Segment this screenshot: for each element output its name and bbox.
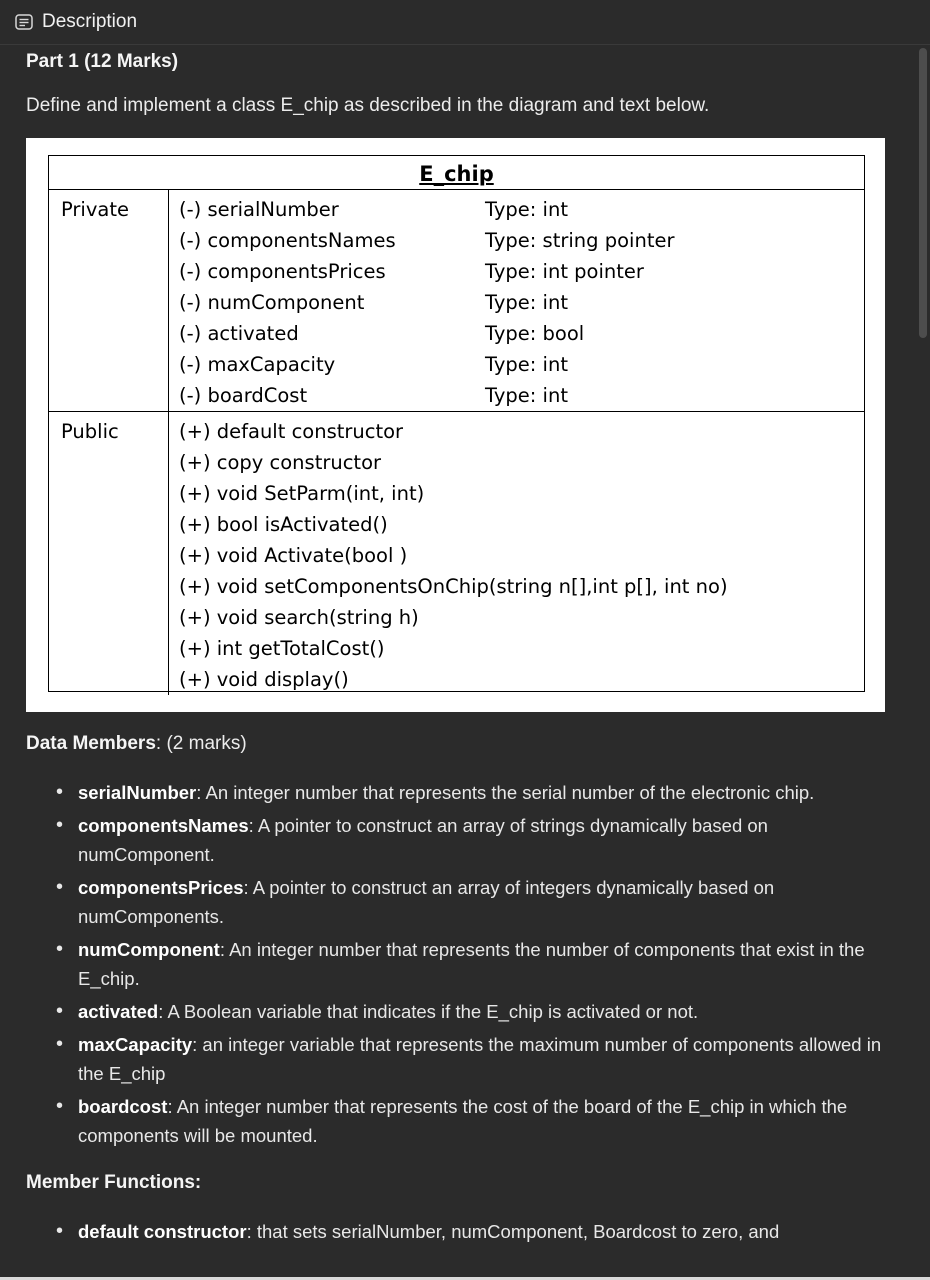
uml-private-label: Private [49, 190, 169, 411]
uml-public-row [179, 478, 864, 509]
uml-member-name: (-) activated [179, 322, 299, 345]
uml-public-row [179, 664, 864, 695]
item-desc: : an integer variable that represents the maximum number of components allowed in the E_chip [78, 1034, 882, 1084]
member-functions-title: Member Functions: [26, 1172, 202, 1193]
item-term: componentsPrices [78, 877, 244, 898]
uml-method: (+) default constructor [179, 420, 404, 443]
list-item [26, 778, 896, 807]
item-desc: : An integer number that represents the serial number of the electronic chip. [196, 782, 815, 803]
item-term: componentsNames [78, 815, 249, 836]
uml-member-name: (-) numComponent [179, 291, 365, 314]
uml-public-members [169, 412, 864, 695]
item-term: maxCapacity [78, 1034, 193, 1055]
uml-private-row [179, 194, 864, 225]
uml-method: (+) void setComponentsOnChip(string n[],int p[], int no) [179, 575, 728, 598]
uml-private-row [179, 380, 864, 411]
scrollbar-thumb[interactable] [919, 48, 927, 338]
uml-private-row [179, 256, 864, 287]
list-item [26, 997, 896, 1026]
uml-private-members [169, 190, 864, 411]
item-desc: : A pointer to construct an array of integers dynamically based on numComponents. [78, 877, 775, 927]
item-desc: : A pointer to construct an array of strings dynamically based on numComponent. [78, 815, 768, 865]
data-members-title: Data Members [26, 733, 156, 754]
item-desc: : An integer number that represents the cost of the board of the E_chip in which the components will be mounted. [78, 1096, 848, 1146]
list-item [26, 811, 896, 869]
member-functions-list [26, 1217, 896, 1246]
uml-member-type: Type: int [485, 353, 568, 376]
uml-private-row [179, 225, 864, 256]
uml-member-type: Type: int [485, 384, 568, 407]
data-members-heading [26, 733, 896, 755]
description-icon [14, 12, 34, 32]
uml-public-row [179, 509, 864, 540]
uml-member-name: (-) boardCost [179, 384, 308, 407]
item-term: default constructor [78, 1221, 247, 1242]
uml-member-name: (-) componentsPrices [179, 260, 386, 283]
uml-member-type: Type: string pointer [485, 229, 675, 252]
uml-method: (+) bool isActivated() [179, 513, 388, 536]
list-item [26, 1092, 896, 1150]
uml-private-section [49, 190, 864, 412]
item-term: activated [78, 1001, 159, 1022]
uml-public-row [179, 633, 864, 664]
item-term: boardcost [78, 1096, 168, 1117]
list-item [26, 873, 896, 931]
uml-member-name: (-) maxCapacity [179, 353, 336, 376]
uml-method: (+) void display() [179, 668, 349, 691]
uml-method: (+) void Activate(bool ) [179, 544, 408, 567]
item-term: numComponent [78, 939, 220, 960]
part-title: Part 1 (12 Marks) [26, 51, 179, 72]
uml-public-row [179, 416, 864, 447]
uml-member-type: Type: int pointer [485, 260, 644, 283]
item-desc: : An integer number that represents the number of components that exist in the E_chip. [78, 939, 865, 989]
uml-member-type: Type: bool [485, 322, 585, 345]
uml-member-type: Type: int [485, 198, 568, 221]
uml-member-type: Type: int [485, 291, 568, 314]
uml-private-row [179, 318, 864, 349]
description-title: Description [42, 11, 138, 32]
uml-method: (+) int getTotalCost() [179, 637, 385, 660]
data-members-list [26, 778, 896, 1150]
uml-public-label: Public [49, 412, 169, 695]
list-item [26, 935, 896, 993]
uml-class-box [48, 155, 865, 692]
uml-public-row [179, 602, 864, 633]
uml-public-row [179, 447, 864, 478]
uml-public-row [179, 571, 864, 602]
list-item [26, 1217, 896, 1246]
intro-text: Define and implement a class E_chip as described in the diagram and text below. [26, 95, 710, 116]
uml-public-row [179, 540, 864, 571]
uml-method: (+) copy constructor [179, 451, 382, 474]
uml-member-name: (-) serialNumber [179, 198, 339, 221]
uml-diagram-image [26, 138, 885, 712]
uml-private-row [179, 287, 864, 318]
scrollbar[interactable] [916, 45, 930, 1280]
item-desc: : that sets serialNumber, numComponent, Boardcost to zero, and [246, 1221, 780, 1242]
member-functions-heading [26, 1172, 896, 1194]
item-term: serialNumber [78, 782, 197, 803]
uml-public-section [49, 412, 864, 695]
data-members-marks: : (2 marks) [155, 733, 247, 754]
item-desc: : A Boolean variable that indicates if the E_chip is activated or not. [158, 1001, 699, 1022]
uml-class-name: E_chip [49, 156, 864, 190]
uml-method: (+) void SetParm(int, int) [179, 482, 425, 505]
uml-member-name: (-) componentsNames [179, 229, 396, 252]
description-header [0, 0, 930, 45]
description-content [26, 45, 896, 1250]
list-item [26, 1030, 896, 1088]
uml-method: (+) void search(string h) [179, 606, 419, 629]
uml-private-row [179, 349, 864, 380]
